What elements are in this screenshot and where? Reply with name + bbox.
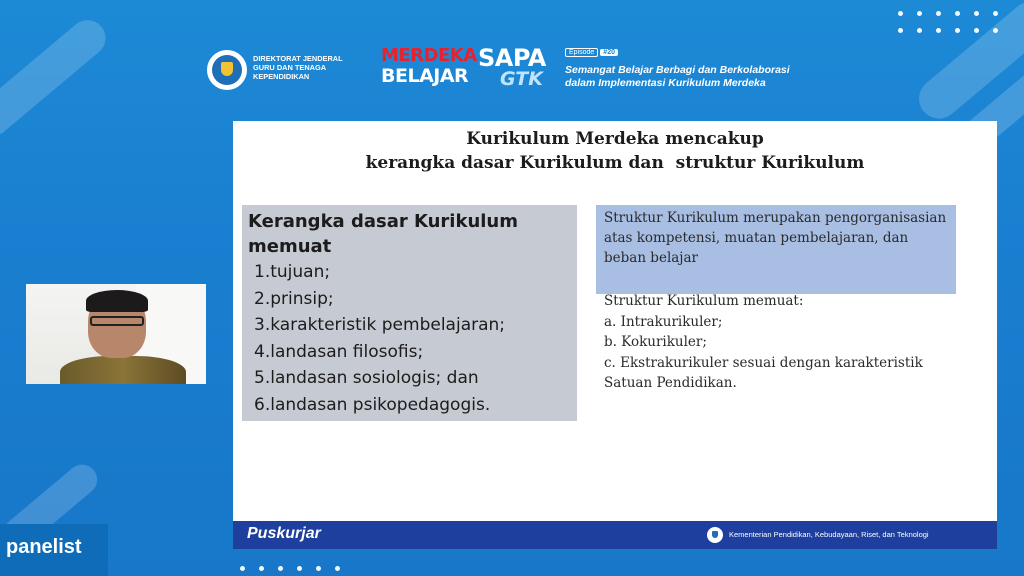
episode-label: Episode (565, 48, 598, 57)
list-item: 3.karakteristik pembelajaran; (254, 315, 506, 335)
belajar-text: BELAJAR (381, 65, 469, 87)
list-item: b. Kokurikuler; (604, 334, 707, 350)
episode-badge (565, 48, 618, 57)
panelist-label: panelist (0, 524, 108, 576)
list-item: 4.landasan filosofis; (254, 341, 424, 362)
slide-title-line-2: kerangka dasar Kurikulum dan struktur Kurikulum (365, 153, 865, 173)
presenter-avatar (68, 290, 178, 384)
list-item: 5.landasan sosiologis; dan (254, 368, 479, 388)
list-item: 6.landasan psikopedagogis. (254, 394, 491, 415)
ministry-name: Kementerian Pendidikan, Kebudayaan, Riset, dan Teknologi (729, 530, 929, 539)
kemendikbud-logo-icon (207, 50, 247, 90)
slide-title-line-1: Kurikulum Merdeka mencakup (466, 129, 764, 149)
struktur-intro: Struktur Kurikulum memuat: (604, 293, 804, 309)
list-item: c. Ekstrakurikuler sesuai dengan karakteristik Satuan Pendidikan. (604, 354, 923, 391)
struktur-list (604, 291, 964, 394)
struktur-definition-box: Struktur Kurikulum merupakan pengorganisasian atas kompetensi, muatan pembelajaran, dan beban belajar (596, 205, 956, 294)
sapa-logo-text: SAPA (478, 44, 546, 72)
episode-number: #20 (600, 49, 618, 56)
list-item: 2.prinsip; (254, 288, 334, 309)
list-item: a. Intrakurikuler; (604, 313, 723, 330)
kerangka-dasar-box (242, 205, 577, 421)
merdeka-text: MERDEKA (381, 45, 477, 66)
tagline-line-2: dalam Implementasi Kurikulum Merdeka (565, 77, 766, 89)
dot-pattern-bottom (240, 566, 340, 571)
slide-title (233, 127, 997, 175)
puskurjar-logo: Puskurjar (247, 525, 321, 542)
gtk-logo-text: GTK (500, 68, 543, 90)
merdeka-belajar-logo (381, 46, 477, 86)
list-item: 1.tujuan; (254, 262, 331, 282)
presenter-video[interactable] (26, 284, 206, 384)
kerangka-dasar-heading: Kerangka dasar Kurikulum memuat (248, 211, 518, 257)
event-tagline (565, 64, 790, 90)
background-streak (0, 13, 113, 143)
slide-footer (233, 521, 997, 549)
dot-pattern-top (898, 11, 998, 33)
ministry-logo-icon (707, 527, 723, 543)
tagline-line-1: Semangat Belajar Berbagi dan Berkolaborasi (565, 64, 790, 76)
org-name: DIREKTORAT JENDERAL GURU DAN TENAGA KEPENDIDIKAN (253, 54, 343, 81)
presentation-slide (233, 121, 997, 549)
